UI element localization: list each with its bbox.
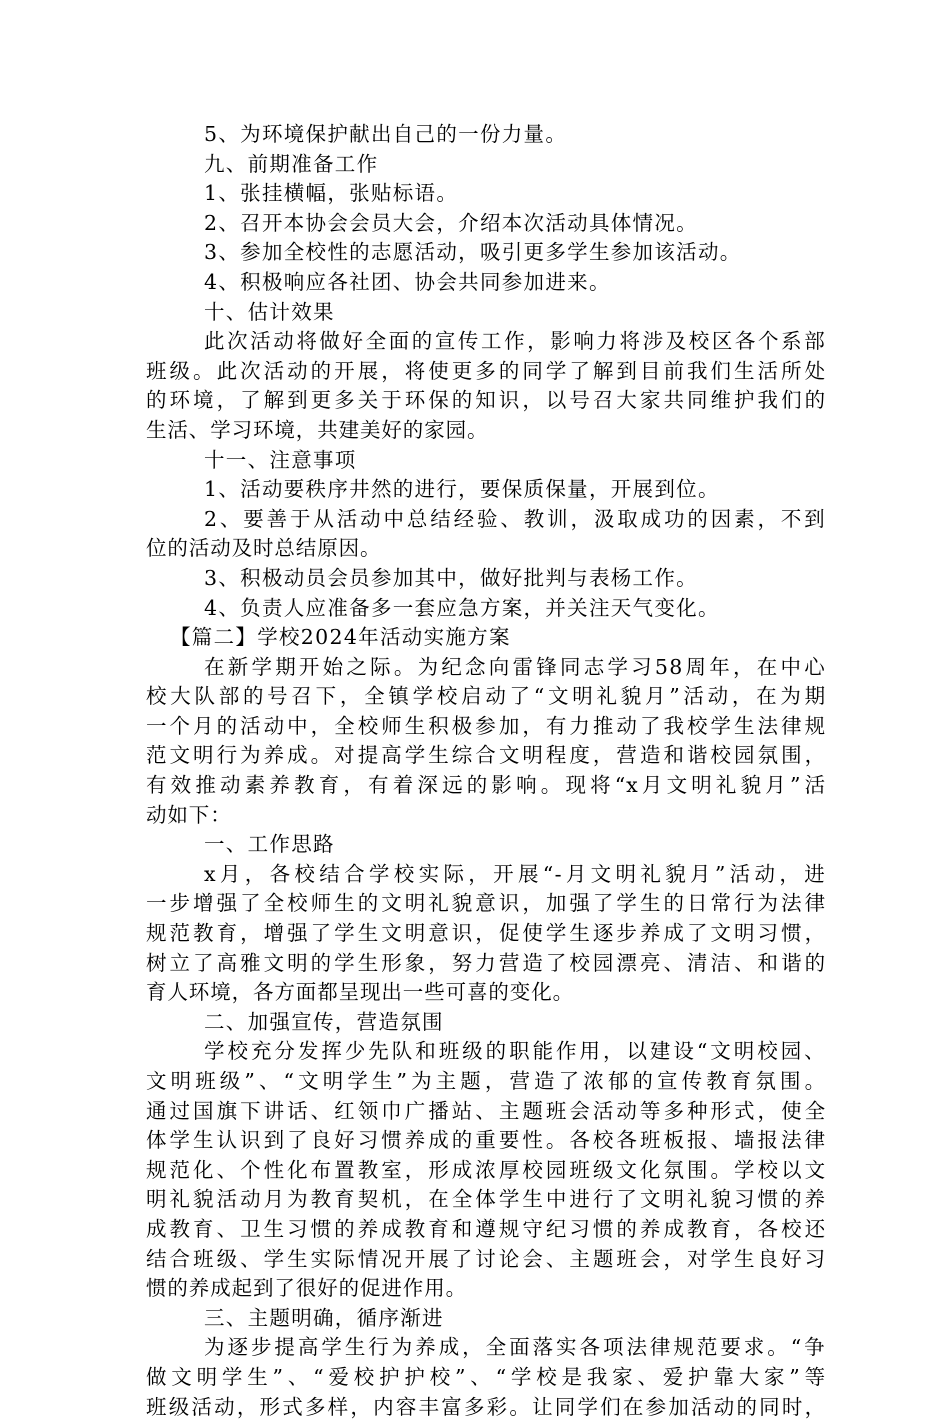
paragraph-line: 文明班级”、“文明学生”为主题，营造了浓郁的宣传教育氛围。 [146,1069,826,1093]
paragraph-line: 范文明行为养成。对提高学生综合文明程度，营造和谐校园氛围， [146,743,826,768]
paragraph-line: 班级。此次活动的开展，将使更多的同学了解到目前我们生活所处 [146,358,826,383]
paragraph-line: 育人环境，各方面都呈现出一些可喜的变化。 [146,980,574,1005]
list-item: 4、负责人应准备多一套应急方案，并关注天气变化。 [204,595,720,620]
list-item: 3、积极动员会员参加其中，做好批判与表杨工作。 [204,565,698,590]
section-heading: 一、工作思路 [204,832,335,857]
section-heading: 十一、注意事项 [204,447,357,472]
paragraph-line: 此次活动将做好全面的宣传工作，影响力将涉及校区各个系部 [204,329,826,354]
paragraph-line: 明礼貌活动月为教育契机，在全体学生中进行了文明礼貌习惯的养 [146,1187,826,1212]
paragraph-line: 树立了高雅文明的学生形象，努力营造了校园漂亮、清洁、和谐的 [146,950,826,975]
list-item: 1、活动要秩序井然的进行，要保质保量，开展到位。 [204,477,720,502]
paragraph-line: 在新学期开始之际。为纪念向雷锋同志学习58周年，在中心 [204,654,826,679]
paragraph-line: 动如下： [146,802,232,827]
list-item: 2、要善于从活动中总结经验、教训，汲取成功的因素，不到 [204,506,826,531]
paragraph-line: 一个月的活动中，全校师生积极参加，有力推动了我校学生法律规 [146,713,826,738]
paragraph-line: 班级活动，形式多样，内容丰富多彩。让同学们在参加活动的同时， [146,1394,826,1419]
list-item: 2、召开本协会会员大会，介绍本次活动具体情况。 [204,210,698,235]
paragraph-line: 惯的养成起到了很好的促进作用。 [146,1276,467,1301]
list-item: 1、张挂横幅，张贴标语。 [204,181,459,206]
paragraph-line: 通过国旗下讲话、红领巾广播站、主题班会活动等多种形式，使全 [146,1098,826,1123]
paragraph-line: 成教育、卫生习惯的养成教育和遵规守纪习惯的养成教育，各校还 [146,1216,826,1241]
paragraph-line: 规范教育，增强了学生文明意识，促使学生逐步养成了文明习惯， [146,921,826,946]
paragraph-line: 结合班级、学生实际情况开展了讨论会、主题班会，对学生良好习 [146,1246,826,1271]
paragraph-line: 学校充分发挥少先队和班级的职能作用，以建设“文明校园、 [204,1039,826,1064]
paragraph-line: 做文明学生”、“爱校护护校”、“学校是我家、爱护靠大家”等 [146,1364,826,1389]
paragraph-line: 的环境，了解到更多关于环保的知识，以号召大家共同维护我们的 [146,388,826,413]
paragraph-line: 位的活动及时总结原因。 [146,536,382,561]
section-heading: 三、主题明确，循序渐进 [204,1305,444,1330]
section-title: 【篇二】学校2024年活动实施方案 [170,625,511,650]
list-item: 3、参加全校性的志愿活动，吸引更多学生参加该活动。 [204,240,742,265]
paragraph-line: 生活、学习环境，共建美好的家园。 [146,417,489,442]
section-heading: 十、估计效果 [204,299,335,324]
paragraph-line: 规范化、个性化布置教室，形成浓厚校园班级文化氛围。学校以文 [146,1157,826,1182]
paragraph-line: x月，各校结合学校实际，开展“-月文明礼貌月”活动，进 [204,861,826,886]
list-item: 5、为环境保护献出自己的一份力量。 [204,122,568,146]
paragraph-line: 一步增强了全校师生的文明礼貌意识，加强了学生的日常行为法律 [146,891,826,916]
paragraph-line: 为逐步提高学生行为养成，全面落实各项法律规范要求。“争 [204,1335,826,1360]
paragraph-line: 体学生认识到了良好习惯养成的重要性。各校各班板报、墙报法律 [146,1128,826,1153]
paragraph-line: 有效推动素养教育，有着深远的影响。现将“x月文明礼貌月”活 [146,773,826,798]
section-heading: 二、加强宣传，营造氛围 [204,1009,444,1034]
paragraph-line: 校大队部的号召下，全镇学校启动了“文明礼貌月”活动，在为期 [146,684,826,709]
list-item: 4、积极响应各社团、协会共同参加进来。 [204,269,611,294]
document-body [146,120,826,1422]
section-heading: 九、前期准备工作 [204,151,379,176]
